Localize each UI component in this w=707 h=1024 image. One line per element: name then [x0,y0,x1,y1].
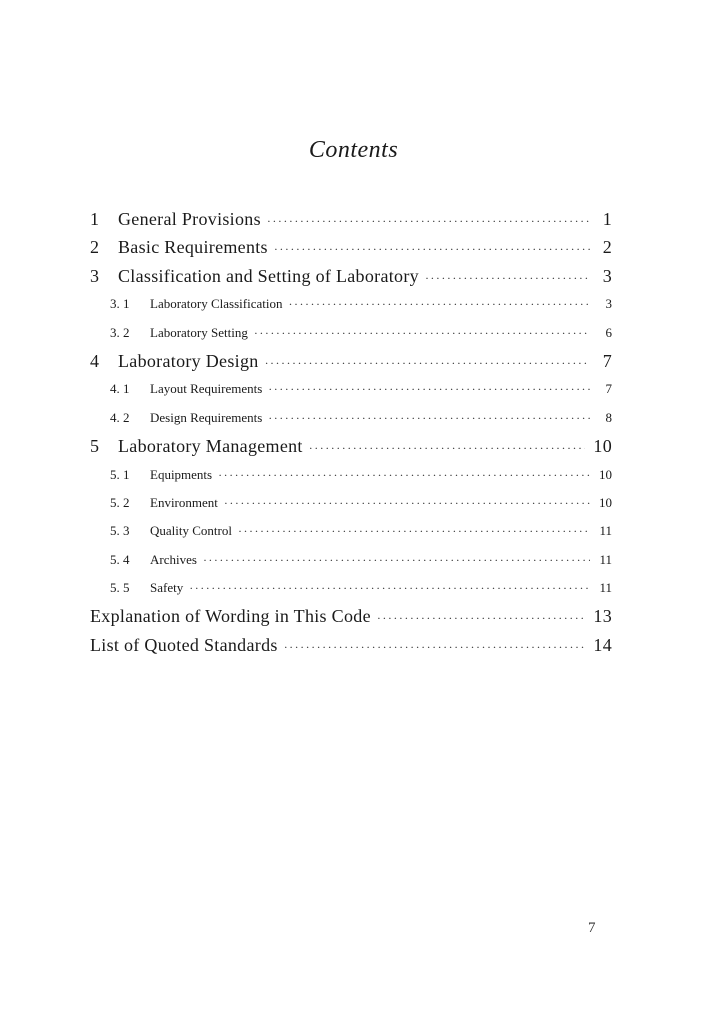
toc-subentry[interactable] [90,517,612,545]
toc-entry-title: Environment [150,494,218,510]
toc-entry[interactable] [90,233,612,261]
dot-leader [267,207,590,233]
toc-entry-page: 10 [599,466,612,482]
toc-entry-page: 1 [602,209,612,229]
toc-entry-number: 5. 1 [110,466,130,482]
toc-entry-page: 11 [599,551,612,567]
toc-subentry[interactable] [90,404,612,432]
toc-entry-page: 3 [605,296,612,312]
dot-leader [284,633,586,659]
toc-entry-title: Layout Requirements [150,381,263,397]
toc-entry-page: 8 [605,409,612,425]
toc-entry-page: 13 [593,606,612,627]
toc-entry-number: 4. 1 [110,381,130,397]
toc-entry-title: Basic Requirements [118,237,268,258]
toc-entry[interactable] [90,631,612,659]
dot-leader [274,235,590,261]
toc-entry-title: Laboratory Management [118,436,303,457]
toc-entry-title: Safety [150,580,184,596]
toc-subentry[interactable] [90,461,612,489]
table-of-contents [90,205,612,659]
dot-leader [309,434,586,460]
dot-leader [224,489,590,517]
dot-leader [268,404,590,432]
toc-entry-page: 7 [602,350,612,371]
toc-entry-title: Laboratory Setting [150,324,248,340]
dot-leader [238,517,590,545]
toc-entry-page: 7 [605,381,612,397]
toc-entry-number: 5. 4 [110,551,130,567]
toc-entry[interactable] [90,262,612,290]
toc-subentry[interactable] [90,319,612,347]
toc-entry-title: List of Quoted Standards [90,634,278,655]
toc-entry-number: 5. 2 [110,494,130,510]
toc-entry-title: Classification and Setting of Laboratory [118,265,419,286]
toc-subentry[interactable] [90,290,612,318]
toc-entry-title: Design Requirements [150,409,263,425]
toc-entry-title: General Provisions [118,209,261,229]
dot-leader [203,546,590,574]
toc-entry[interactable] [90,205,612,233]
toc-entry-number: 3. 2 [110,324,130,340]
dot-leader [425,264,590,290]
toc-entry-number: 5 [90,436,100,457]
toc-entry-number: 5. 3 [110,523,130,539]
toc-entry[interactable] [90,432,612,460]
dot-leader [189,574,590,602]
toc-entry-number: 3. 1 [110,296,130,312]
toc-entry-page: 3 [602,265,612,286]
toc-entry-page: 6 [605,324,612,340]
toc-entry[interactable] [90,347,612,375]
dot-leader [265,349,590,375]
toc-entry-title: Equipments [150,466,213,482]
toc-entry-page: 11 [599,580,612,596]
toc-entry[interactable] [90,602,612,630]
toc-subentry[interactable] [90,546,612,574]
page-number: 7 [588,920,596,936]
toc-subentry[interactable] [90,489,612,517]
toc-entry-number: 2 [90,237,100,258]
toc-entry-number: 4. 2 [110,409,130,425]
dot-leader [289,290,591,318]
toc-entry-page: 11 [599,523,612,539]
toc-entry-number: 1 [90,209,100,229]
toc-entry-page: 2 [602,237,612,258]
toc-entry-title: Archives [150,551,197,567]
page-title: Contents [308,137,399,163]
toc-subentry[interactable] [90,375,612,403]
toc-entry-title: Laboratory Design [118,350,259,371]
dot-leader [268,375,590,403]
toc-entry-page: 10 [599,494,612,510]
toc-entry-title: Quality Control [150,523,232,539]
toc-entry-page: 10 [593,436,612,457]
toc-entry-number: 3 [90,265,100,286]
toc-subentry[interactable] [90,574,612,602]
toc-entry-number: 5. 5 [110,580,130,596]
toc-entry-number: 4 [90,350,100,371]
toc-entry-page: 14 [593,634,612,655]
dot-leader [254,319,590,347]
toc-entry-title: Explanation of Wording in This Code [90,606,371,627]
dot-leader [218,461,590,489]
toc-entry-title: Laboratory Classification [150,296,283,312]
dot-leader [377,604,586,630]
